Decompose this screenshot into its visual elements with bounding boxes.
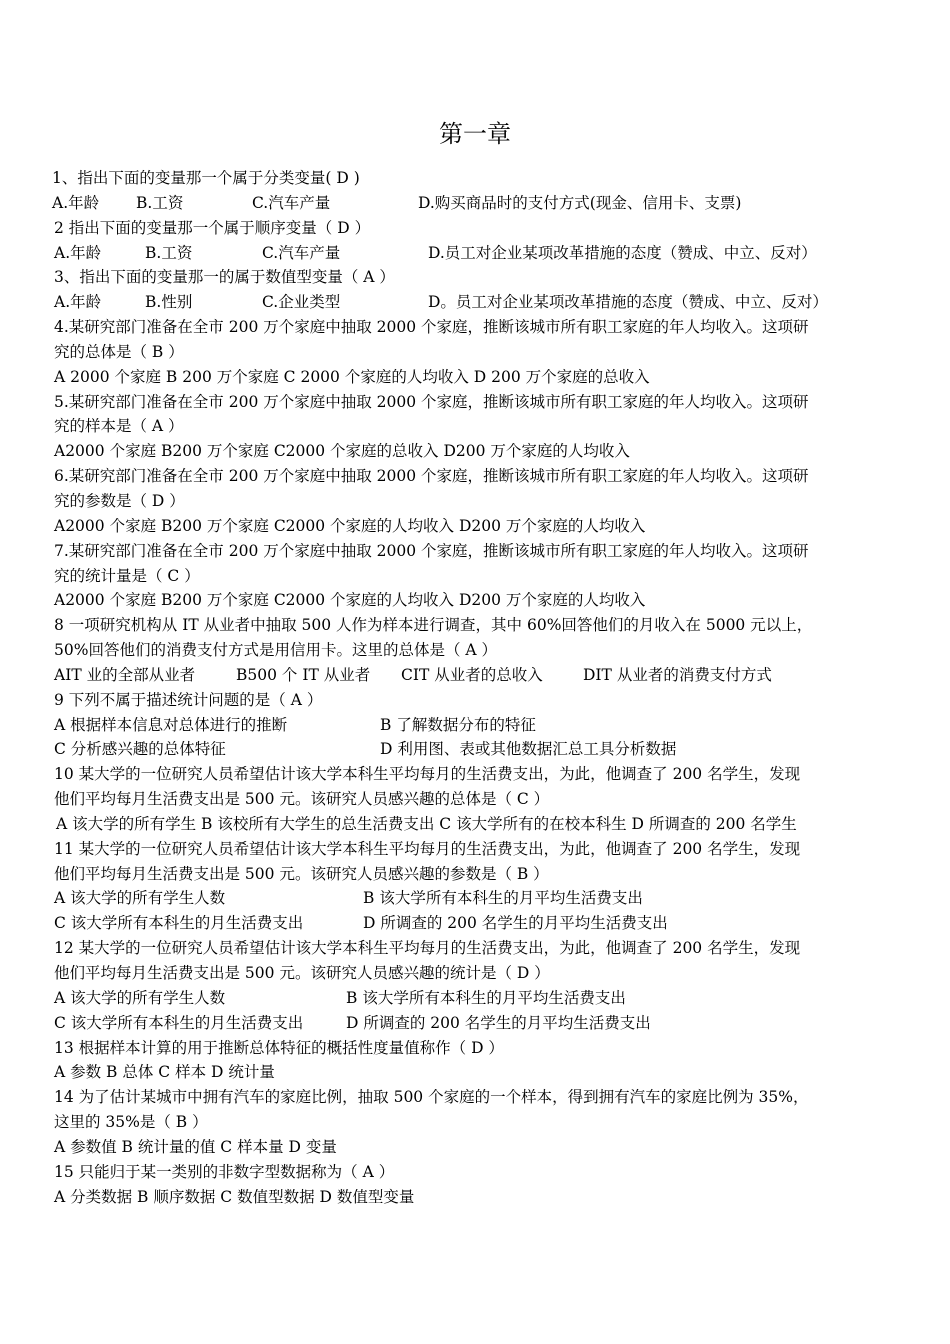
text-line (52, 191, 852, 216)
answer-option: DIT 从业者的消费支付方式 (583, 665, 772, 684)
answer-option: CIT 从业者的总收入 (401, 665, 543, 684)
text-line (52, 414, 852, 439)
text-line (52, 986, 852, 1011)
text-line (52, 588, 852, 613)
line-text: 他们平均每月生活费支出是 500 元。该研究人员感兴趣的总体是（ C ） (54, 790, 550, 809)
text-line (52, 365, 852, 390)
line-text: 7.某研究部门准备在全市 200 万个家庭中抽取 2000 个家庭，推断该城市所有职工家庭的年人均收入。这项研 (54, 541, 809, 560)
line-text: 10 某大学的一位研究人员希望估计该大学本科生平均每月的生活费支出，为此，他调查了 200 名学生，发现 (54, 765, 801, 784)
line-text: A 参数值 B 统计量的值 C 样本量 D 变量 (54, 1137, 337, 1156)
answer-option: C.企业类型 (262, 293, 341, 312)
answer-option: C 分析感兴趣的总体特征 (54, 740, 226, 759)
line-text: 究的统计量是（ C ） (54, 566, 200, 585)
line-text: 他们平均每月生活费支出是 500 元。该研究人员感兴趣的参数是（ B ） (54, 864, 549, 883)
line-text: A2000 个家庭 B200 万个家庭 C2000 个家庭的人均收入 D200 万个家庭的人均收入 (54, 516, 646, 535)
text-line (52, 911, 852, 936)
line-text: A 2000 个家庭 B 200 万个家庭 C 2000 个家庭的人均收入 D 200 万个家庭的总收入 (54, 367, 650, 386)
answer-option: AIT 业的全部从业者 (54, 665, 196, 684)
text-line (52, 961, 852, 986)
text-line (52, 265, 852, 290)
answer-option: A.年龄 (52, 193, 100, 212)
line-text: 究的样本是（ A ） (54, 417, 184, 436)
answer-option: B.工资 (145, 243, 193, 262)
answer-option: A 根据样本信息对总体进行的推断 (54, 715, 288, 734)
answer-option: B 该大学所有本科生的月平均生活费支出 (346, 988, 626, 1007)
text-line (52, 1011, 852, 1036)
line-text: A 参数 B 总体 C 样本 D 统计量 (54, 1063, 275, 1082)
line-text: 这里的 35%是（ B ） (54, 1113, 208, 1132)
line-text: 3、指出下面的变量那一的属于数值型变量（ A ） (54, 268, 395, 287)
answer-option: A.年龄 (54, 293, 102, 312)
line-text: 他们平均每月生活费支出是 500 元。该研究人员感兴趣的统计是（ D ） (54, 964, 550, 982)
text-line (52, 613, 852, 638)
answer-option: B500 个 IT 从业者 (236, 665, 371, 684)
text-line (52, 787, 852, 812)
text-line (52, 688, 852, 713)
line-text: 14 为了估计某城市中拥有汽车的家庭比例，抽取 500 个家庭的一个样本，得到拥有汽车的家庭比例为 35%， (54, 1088, 809, 1107)
answer-option: A 该大学的所有学生人数 (54, 889, 226, 908)
text-line (52, 1160, 852, 1185)
line-text: 11 某大学的一位研究人员希望估计该大学本科生平均每月的生活费支出，为此，他调查了 200 名学生，发现 (54, 839, 801, 858)
text-line (52, 564, 852, 589)
text-line (52, 340, 852, 365)
line-text: A2000 个家庭 B200 万个家庭 C2000 个家庭的人均收入 D200 万个家庭的人均收入 (54, 591, 646, 610)
text-line (52, 514, 852, 539)
line-text: 2 指出下面的变量那一个属于顺序变量（ D ） (54, 218, 371, 237)
text-line (52, 713, 852, 738)
text-line (52, 539, 852, 564)
text-line (52, 638, 852, 663)
answer-option: D 所调查的 200 名学生的月平均生活费支出 (346, 1013, 651, 1032)
answer-option: A 该大学的所有学生人数 (54, 988, 226, 1007)
answer-option: C 该大学所有本科生的月生活费支出 (54, 914, 304, 933)
text-line (52, 737, 852, 762)
text-line (52, 166, 852, 191)
text-line (52, 837, 852, 862)
line-text: 9 下列不属于描述统计问题的是（ A ） (54, 690, 323, 709)
line-text: 究的参数是（ D ） (54, 491, 185, 510)
text-line (52, 812, 852, 837)
text-line (52, 489, 852, 514)
line-text: A2000 个家庭 B200 万个家庭 C2000 个家庭的总收入 D200 万个家庭的人均收入 (54, 442, 630, 461)
text-line (52, 663, 852, 688)
line-text: 6.某研究部门准备在全市 200 万个家庭中抽取 2000 个家庭，推断该城市所有职工家庭的年人均收入。这项研 (54, 467, 809, 486)
text-line (52, 862, 852, 887)
answer-option: C.汽车产量 (262, 243, 341, 262)
text-line (52, 762, 852, 787)
text-line (52, 290, 852, 315)
answer-option: D 所调查的 200 名学生的月平均生活费支出 (363, 914, 668, 933)
line-text: 12 某大学的一位研究人员希望估计该大学本科生平均每月的生活费支出，为此，他调查了 200 名学生，发现 (54, 939, 801, 958)
line-text: 8 一项研究机构从 IT 从业者中抽取 500 人作为样本进行调查，其中 60%回答他们的月收入在 5000 元以上， (54, 616, 813, 635)
text-line (52, 886, 852, 911)
answer-option: D.购买商品时的支付方式(现金、信用卡、支票) (418, 193, 742, 212)
line-text: 50%回答他们的消费支付方式是用信用卡。这里的总体是（ A ） (54, 641, 498, 660)
answer-option: D 利用图、表或其他数据汇总工具分析数据 (380, 740, 677, 759)
line-text: 1、指出下面的变量那一个属于分类变量( D ) (52, 169, 360, 187)
answer-option: D.员工对企业某项改革措施的态度（赞成、中立、反对） (428, 243, 817, 262)
line-text: 5.某研究部门准备在全市 200 万个家庭中抽取 2000 个家庭，推断该城市所有职工家庭的年人均收入。这项研 (54, 392, 809, 411)
chapter-title: 第一章 (439, 120, 511, 148)
text-line (52, 936, 852, 961)
answer-option: B 了解数据分布的特征 (380, 715, 536, 734)
text-line (52, 1110, 852, 1135)
line-text: 4.某研究部门准备在全市 200 万个家庭中抽取 2000 个家庭，推断该城市所有职工家庭的年人均收入。这项研 (54, 318, 809, 337)
text-line (52, 1060, 852, 1085)
text-line (52, 1036, 852, 1061)
answer-option: B.工资 (136, 193, 184, 212)
text-line (52, 241, 852, 266)
text-line (52, 390, 852, 415)
answer-option: D。员工对企业某项改革措施的态度（赞成、中立、反对） (428, 293, 828, 312)
text-line (52, 1135, 852, 1160)
answer-option: C.汽车产量 (252, 193, 331, 212)
text-line (52, 315, 852, 340)
line-text: A 分类数据 B 顺序数据 C 数值型数据 D 数值型变量 (54, 1187, 415, 1206)
line-text: 15 只能归于某一类别的非数字型数据称为（ A ） (54, 1162, 395, 1181)
text-line (52, 216, 852, 241)
text-line (52, 1185, 852, 1210)
text-line (52, 1085, 852, 1110)
line-text: A 该大学的所有学生 B 该校所有大学生的总生活费支出 C 该大学所有的在校本科生 D 所调查的 200 名学生 (56, 814, 797, 833)
text-line (52, 464, 852, 489)
line-text: 13 根据样本计算的用于推断总体特征的概括性度量值称作（ D ） (54, 1038, 504, 1057)
text-line (52, 439, 852, 464)
question-list (52, 166, 852, 1209)
answer-option: B.性别 (145, 293, 193, 312)
line-text: 究的总体是（ B ） (54, 342, 184, 361)
answer-option: B 该大学所有本科生的月平均生活费支出 (363, 889, 643, 908)
answer-option: A.年龄 (54, 243, 102, 262)
answer-option: C 该大学所有本科生的月生活费支出 (54, 1013, 304, 1032)
